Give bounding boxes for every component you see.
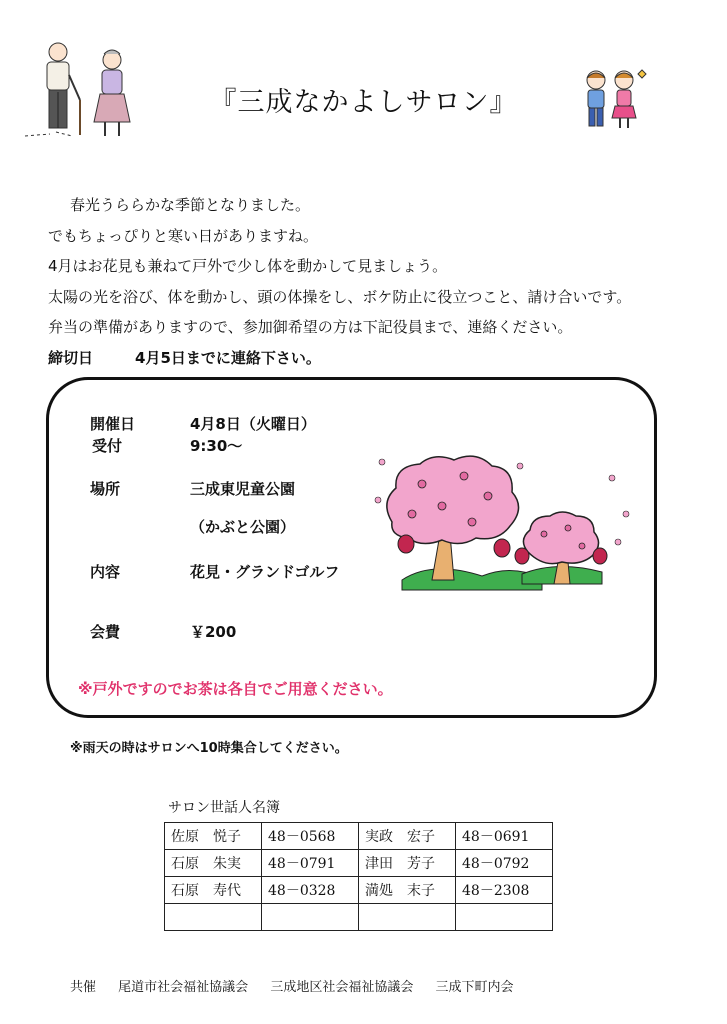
staff-phone: 48－2308: [456, 877, 553, 904]
intro-line: 太陽の光を浴び、体を動かし、頭の体操をし、ボケ防止に役立つこと、請け合いです。: [48, 287, 632, 306]
children-illustration: [572, 66, 652, 134]
reception-value: 9:30～: [190, 437, 243, 455]
footer-org: 三成下町内会: [435, 980, 514, 995]
staff-phone: 48－0691: [456, 823, 553, 850]
fee-label: 会費: [90, 623, 121, 641]
footer-label: 共催: [70, 980, 97, 995]
staff-name: 満処 末子: [359, 877, 456, 904]
deadline-value: 4月5日までに連絡下さい。: [135, 349, 321, 367]
rain-note: ※雨天の時はサロンへ10時集合してください。: [70, 741, 348, 756]
place-alias: （かぶと公園）: [190, 518, 296, 536]
staff-phone: 48－0792: [456, 850, 553, 877]
staff-name: 佐原 悦子: [165, 823, 262, 850]
staff-phone: 48－0328: [262, 877, 359, 904]
reception-label: 受付: [92, 437, 123, 455]
staff-name: 津田 芳子: [359, 850, 456, 877]
page-title: 『三成なかよしサロン』: [209, 87, 518, 118]
staff-name: [165, 904, 262, 931]
content-value: 花見・グランドゴルフ: [190, 563, 340, 581]
intro-line: 4月はお花見も兼ねて戸外で少し体を動かして見ましょう。: [48, 257, 448, 275]
footer-org: 尾道市社会福祉協議会: [118, 980, 249, 995]
place-value: 三成東児童公園: [190, 480, 296, 498]
staff-table: [164, 822, 553, 931]
cherry-blossom-trees-illustration: [372, 452, 637, 612]
table-row: [165, 877, 553, 904]
table-row: [165, 904, 553, 931]
table-row: [165, 823, 553, 850]
content-label: 内容: [90, 563, 121, 581]
deadline-label: 締切日: [48, 349, 94, 367]
staff-phone: [262, 904, 359, 931]
staff-phone: 48－0791: [262, 850, 359, 877]
place-label: 場所: [90, 480, 121, 498]
intro-text: [48, 190, 708, 343]
intro-line: でもちょっぴりと寒い日がありますね。: [48, 226, 319, 245]
staff-name: 実政 宏子: [359, 823, 456, 850]
staff-phone: 48－0568: [262, 823, 359, 850]
deadline: [48, 347, 321, 368]
tea-note: ※戸外ですのでお茶は各自でご用意ください。: [78, 680, 393, 698]
footer-org: 三成地区社会福祉協議会: [270, 980, 414, 995]
staff-phone: [456, 904, 553, 931]
date-value: 4月8日（火曜日）: [190, 415, 316, 433]
staff-name: 石原 寿代: [165, 877, 262, 904]
staff-heading: サロン世話人名簿: [168, 800, 280, 816]
table-row: [165, 850, 553, 877]
fee-value: ￥200: [190, 623, 237, 641]
date-label: 開催日: [90, 415, 136, 433]
footer-organizers: [70, 976, 531, 995]
staff-name: 石原 朱実: [165, 850, 262, 877]
intro-line: 弁当の準備がありますので、参加御希望の方は下記役員まで、連絡ください。: [48, 318, 573, 336]
intro-line: 春光うららかな季節となりました。: [70, 196, 311, 214]
staff-name: [359, 904, 456, 931]
